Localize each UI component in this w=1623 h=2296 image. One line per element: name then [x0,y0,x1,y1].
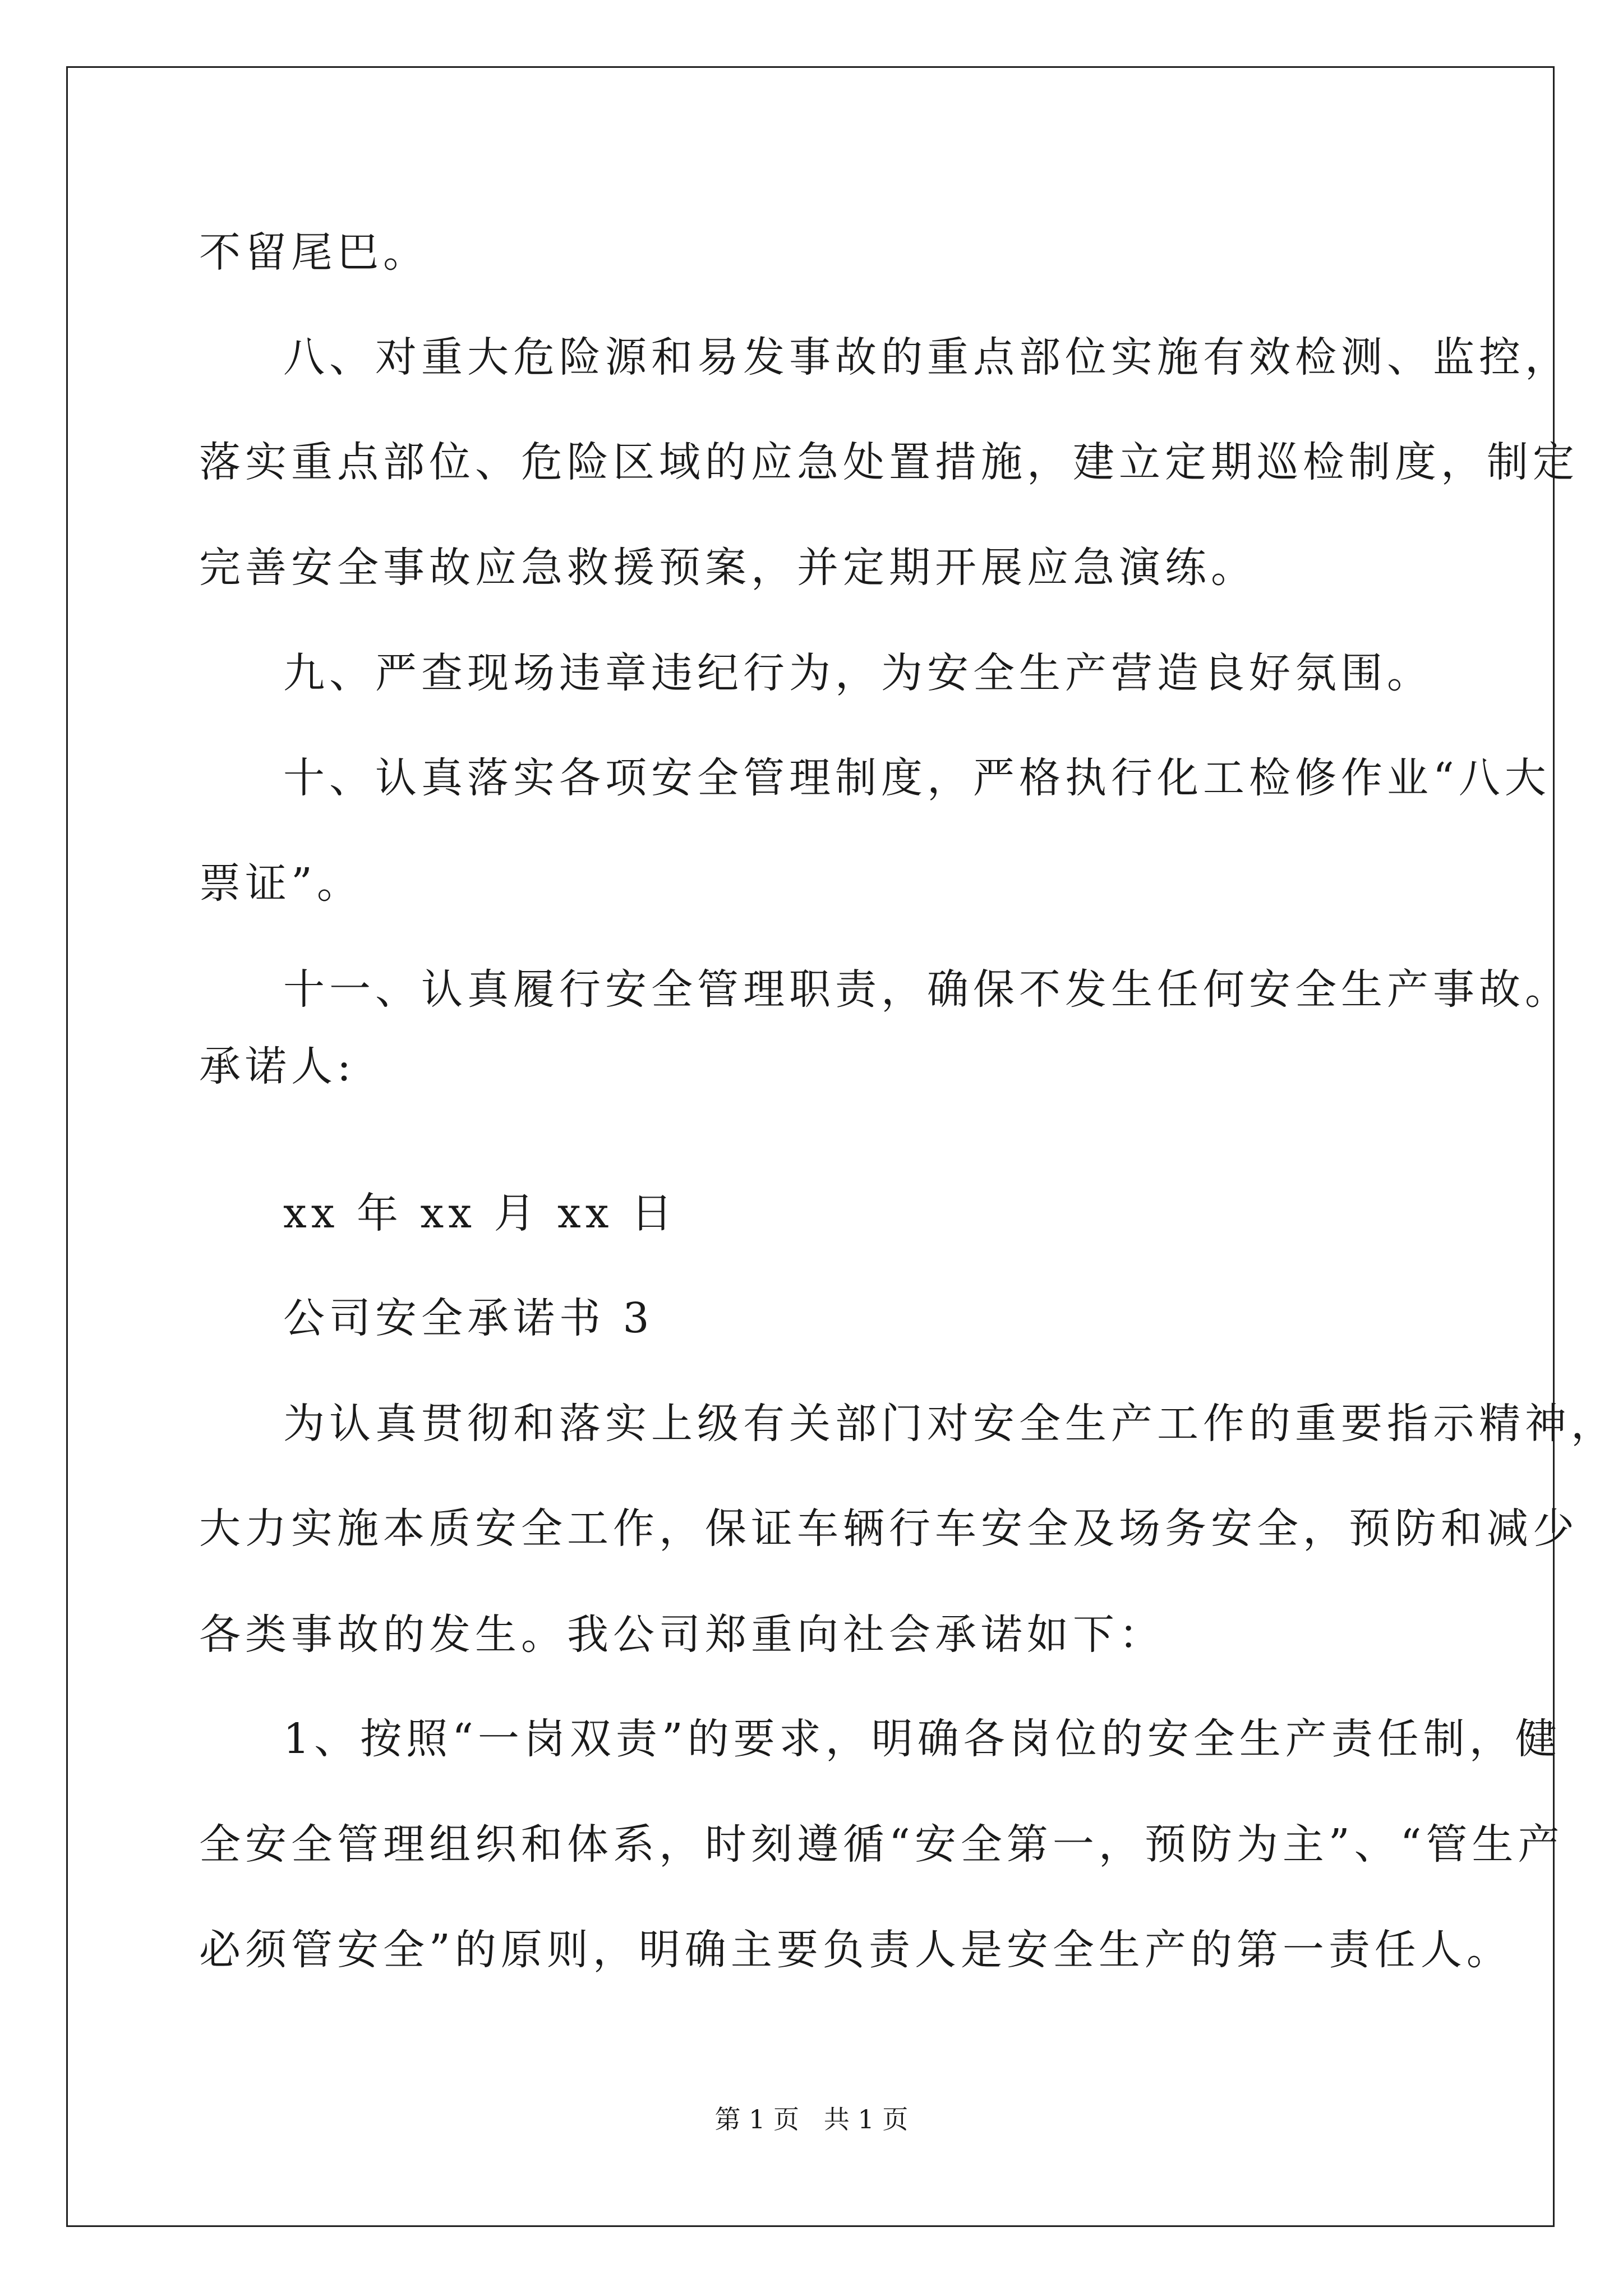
date-line: xx 年 xx 月 xx 日 [283,1189,677,1237]
text-line: 各类事故的发生。我公司郑重向社会承诺如下： [199,1611,1165,1659]
text-line: 票证”。 [199,859,363,908]
signatory-label: 承诺人: [199,1042,356,1091]
text-line: 大力实施本质安全工作，保证车辆行车安全及场务安全，预防和减少 [199,1504,1579,1553]
text-line: 1、按照“一岗双责”的要求，明确各岗位的安全生产责任制，健 [283,1715,1561,1763]
text-line: 为认真贯彻和落实上级有关部门对安全生产工作的重要指示精神， [283,1400,1617,1448]
text-line: 十一、认真履行安全管理职责，确保不发生任何安全生产事故。 [283,965,1571,1014]
page-border [66,66,1555,2227]
text-line: 必须管安全”的原则，明确主要负责人是安全生产的第一责任人。 [199,1926,1513,1974]
text-line: 落实重点部位、危险区域的应急处置措施，建立定期巡检制度，制定 [199,438,1579,486]
text-line: 八、对重大危险源和易发事故的重点部位实施有效检测、监控， [283,333,1571,381]
text-line: 九、严查现场违章违纪行为，为安全生产营造良好氛围。 [283,649,1433,697]
text-line: 十、认真落实各项安全管理制度，严格执行化工检修作业“八大 [283,754,1551,802]
section-title: 公司安全承诺书 3 [283,1294,654,1342]
text-line: 全安全管理组织和体系，时刻遵循“安全第一，预防为主”、“管生产 [199,1820,1564,1869]
page-footer: 第 1 页 共 1 页 [714,2104,909,2134]
text-line: 完善安全事故应急救援预案，并定期开展应急演练。 [199,544,1257,592]
text-line: 不留尾巴。 [199,228,429,277]
